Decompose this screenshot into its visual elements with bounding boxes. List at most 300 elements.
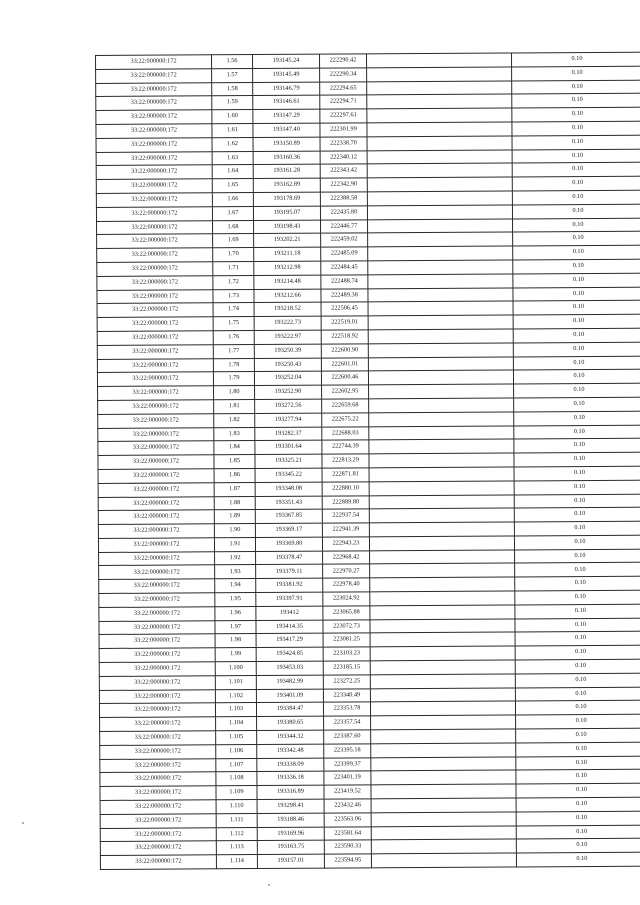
accuracy-cell: 0.10	[512, 121, 640, 136]
x-coordinate-cell: 193150.89	[253, 137, 320, 151]
y-coordinate-cell: 223185.15	[323, 661, 370, 675]
x-coordinate-cell: 193325.21	[255, 454, 322, 468]
accuracy-cell: 0.10	[512, 204, 640, 219]
cadastral-number-cell: 33:22:000000:172	[99, 689, 215, 704]
x-coordinate-cell: 193163.75	[257, 841, 324, 855]
y-coordinate-cell: 222601.01	[321, 357, 368, 371]
accuracy-cell: 0.10	[516, 811, 640, 826]
scan-speck	[268, 884, 270, 886]
y-coordinate-cell: 222488.74	[321, 275, 368, 289]
point-number-cell: 1.101	[215, 675, 256, 689]
point-number-cell: 1.56	[212, 55, 253, 69]
y-coordinate-cell: 222943.23	[322, 537, 369, 551]
empty-cell	[370, 674, 515, 689]
accuracy-cell: 0.10	[514, 425, 640, 440]
y-coordinate-cell: 223081.25	[323, 633, 370, 647]
empty-cell	[368, 315, 513, 330]
point-number-cell: 1.105	[216, 731, 257, 745]
y-coordinate-cell: 222484.45	[321, 261, 368, 275]
x-coordinate-cell: 193301.64	[255, 440, 322, 454]
y-coordinate-cell: 222340.12	[320, 150, 367, 164]
point-number-cell: 1.64	[212, 165, 253, 179]
accuracy-cell: 0.10	[516, 742, 640, 757]
empty-cell	[371, 812, 516, 827]
y-coordinate-cell: 222602.95	[322, 385, 369, 399]
cadastral-number-cell: 33:22:000000:172	[98, 482, 214, 497]
coordinates-table-body	[96, 52, 640, 869]
cadastral-number-cell: 33:22:000000:172	[96, 165, 212, 180]
x-coordinate-cell: 193250.39	[254, 344, 321, 358]
point-number-cell: 1.57	[212, 68, 253, 82]
cadastral-number-cell: 33:22:000000:172	[99, 703, 215, 718]
cadastral-number-cell: 33:22:000000:172	[99, 620, 215, 635]
y-coordinate-cell: 222519.01	[321, 316, 368, 330]
cadastral-number-cell: 33:22:000000:172	[97, 317, 213, 332]
y-coordinate-cell: 223340.49	[323, 688, 370, 702]
y-coordinate-cell: 222871.81	[322, 468, 369, 482]
point-number-cell: 1.72	[213, 275, 254, 289]
empty-cell	[370, 591, 515, 606]
empty-cell	[370, 701, 515, 716]
cadastral-number-cell: 33:22:000000:172	[99, 565, 215, 580]
accuracy-cell: 0.10	[512, 190, 640, 205]
empty-cell	[368, 329, 513, 344]
point-number-cell: 1.73	[213, 289, 254, 303]
x-coordinate-cell: 193351.43	[255, 496, 322, 510]
accuracy-cell: 0.10	[515, 618, 640, 633]
x-coordinate-cell: 193424.85	[256, 647, 323, 661]
y-coordinate-cell: 223353.78	[323, 702, 370, 716]
cadastral-number-cell: 33:22:000000:172	[96, 138, 212, 153]
x-coordinate-cell: 193169.96	[257, 827, 324, 841]
accuracy-cell: 0.10	[512, 80, 640, 95]
cadastral-number-cell: 33:22:000000:172	[97, 303, 213, 318]
accuracy-cell: 0.10	[515, 549, 640, 564]
point-number-cell: 1.93	[215, 565, 256, 579]
y-coordinate-cell: 223387.60	[324, 730, 371, 744]
accuracy-cell: 0.10	[514, 452, 640, 467]
point-number-cell: 1.114	[216, 855, 257, 869]
point-number-cell: 1.74	[213, 303, 254, 317]
cadastral-number-cell: 33:22:000000:172	[100, 745, 216, 760]
cadastral-number-cell: 33:22:000000:172	[100, 800, 216, 815]
empty-cell	[367, 150, 512, 165]
y-coordinate-cell: 223594.95	[324, 854, 371, 868]
y-coordinate-cell: 222675.22	[322, 413, 369, 427]
point-number-cell: 1.65	[212, 179, 253, 193]
cadastral-number-cell: 33:22:000000:172	[99, 648, 215, 663]
point-number-cell: 1.103	[215, 703, 256, 717]
empty-cell	[368, 370, 513, 385]
accuracy-cell: 0.10	[515, 645, 640, 660]
point-number-cell: 1.97	[215, 620, 256, 634]
point-number-cell: 1.104	[216, 717, 257, 731]
point-number-cell: 1.63	[212, 151, 253, 165]
y-coordinate-cell: 222338.70	[320, 137, 367, 151]
cadastral-number-cell: 33:22:000000:172	[99, 551, 215, 566]
cadastral-number-cell: 33:22:000000:172	[100, 855, 216, 870]
point-number-cell: 1.86	[214, 468, 255, 482]
empty-cell	[371, 798, 516, 813]
x-coordinate-cell: 193367.85	[255, 509, 322, 523]
accuracy-cell: 0.10	[515, 673, 640, 688]
cadastral-number-cell: 33:22:000000:172	[99, 676, 215, 691]
x-coordinate-cell: 193146.61	[253, 96, 320, 110]
point-number-cell: 1.71	[213, 261, 254, 275]
empty-cell	[366, 53, 511, 68]
accuracy-cell: 0.10	[513, 232, 640, 247]
empty-cell	[367, 67, 512, 82]
point-number-cell: 1.94	[215, 579, 256, 593]
y-coordinate-cell: 223065.88	[323, 606, 370, 620]
empty-cell	[371, 853, 516, 868]
cadastral-number-cell: 33:22:000000:172	[98, 455, 214, 470]
empty-cell	[370, 550, 515, 565]
empty-cell	[371, 826, 516, 841]
accuracy-cell: 0.10	[512, 107, 640, 122]
y-coordinate-cell: 222889.80	[322, 495, 369, 509]
accuracy-cell: 0.10	[511, 52, 640, 67]
x-coordinate-cell: 193272.56	[255, 399, 322, 413]
y-coordinate-cell: 222506.45	[321, 302, 368, 316]
accuracy-cell: 0.10	[516, 852, 640, 867]
empty-cell	[369, 536, 514, 551]
x-coordinate-cell: 193401.09	[256, 689, 323, 703]
point-number-cell: 1.107	[216, 758, 257, 772]
empty-cell	[369, 494, 514, 509]
accuracy-cell: 0.10	[513, 342, 640, 357]
point-number-cell: 1.80	[214, 386, 255, 400]
accuracy-cell: 0.10	[514, 521, 640, 536]
x-coordinate-cell: 193453.03	[256, 661, 323, 675]
empty-cell	[368, 219, 513, 234]
x-coordinate-cell: 193250.43	[254, 358, 321, 372]
point-number-cell: 1.110	[216, 800, 257, 814]
cadastral-number-cell: 33:22:000000:172	[100, 717, 216, 732]
y-coordinate-cell: 223563.06	[324, 813, 371, 827]
empty-cell	[369, 425, 514, 440]
y-coordinate-cell: 223395.18	[324, 744, 371, 758]
point-number-cell: 1.88	[214, 496, 255, 510]
accuracy-cell: 0.10	[516, 714, 640, 729]
x-coordinate-cell: 193316.89	[257, 785, 324, 799]
point-number-cell: 1.82	[214, 413, 255, 427]
accuracy-cell: 0.10	[513, 356, 640, 371]
empty-cell	[371, 715, 516, 730]
empty-cell	[369, 522, 514, 537]
y-coordinate-cell: 222518.92	[321, 330, 368, 344]
cadastral-number-cell: 33:22:000000:172	[97, 289, 213, 304]
empty-cell	[368, 274, 513, 289]
cadastral-number-cell: 33:22:000000:172	[100, 841, 216, 856]
empty-cell	[370, 577, 515, 592]
cadastral-number-cell: 33:22:000000:172	[96, 179, 212, 194]
cadastral-number-cell: 33:22:000000:172	[96, 151, 212, 166]
empty-cell	[369, 398, 514, 413]
accuracy-cell: 0.10	[512, 66, 640, 81]
x-coordinate-cell: 193417.29	[256, 634, 323, 648]
y-coordinate-cell: 222744.39	[322, 440, 369, 454]
cadastral-number-cell: 33:22:000000:172	[100, 758, 216, 773]
empty-cell	[368, 246, 513, 261]
x-coordinate-cell: 193178.69	[253, 192, 320, 206]
empty-cell	[371, 770, 516, 785]
accuracy-cell: 0.10	[516, 770, 640, 785]
empty-cell	[367, 136, 512, 151]
accuracy-cell: 0.10	[516, 728, 640, 743]
accuracy-cell: 0.10	[513, 300, 640, 315]
y-coordinate-cell: 222970.27	[323, 564, 370, 578]
empty-cell	[371, 784, 516, 799]
y-coordinate-cell: 222489.38	[321, 288, 368, 302]
empty-cell	[369, 412, 514, 427]
y-coordinate-cell: 222435.80	[320, 206, 367, 220]
y-coordinate-cell: 222297.61	[320, 109, 367, 123]
empty-cell	[367, 122, 512, 137]
accuracy-cell: 0.10	[514, 411, 640, 426]
point-number-cell: 1.111	[216, 813, 257, 827]
x-coordinate-cell: 193160.36	[253, 151, 320, 165]
x-coordinate-cell: 193161.28	[253, 165, 320, 179]
empty-cell	[370, 605, 515, 620]
y-coordinate-cell: 222290.42	[319, 54, 366, 68]
cadastral-number-cell: 33:22:000000:172	[98, 496, 214, 511]
x-coordinate-cell: 193336.18	[257, 772, 324, 786]
y-coordinate-cell: 223581.64	[324, 826, 371, 840]
x-coordinate-cell: 193414.35	[256, 620, 323, 634]
y-coordinate-cell: 222688.03	[322, 426, 369, 440]
accuracy-cell: 0.10	[514, 466, 640, 481]
accuracy-cell: 0.10	[516, 756, 640, 771]
point-number-cell: 1.69	[213, 234, 254, 248]
point-number-cell: 1.95	[215, 593, 256, 607]
empty-cell	[367, 94, 512, 109]
x-coordinate-cell: 193222.73	[254, 316, 321, 330]
point-number-cell: 1.75	[213, 317, 254, 331]
x-coordinate-cell: 193212.66	[254, 289, 321, 303]
cadastral-number-cell: 33:22:000000:172	[100, 786, 216, 801]
cadastral-number-cell: 33:22:000000:172	[98, 538, 214, 553]
cadastral-number-cell: 33:22:000000:172	[98, 427, 214, 442]
empty-cell	[369, 453, 514, 468]
empty-cell	[369, 439, 514, 454]
y-coordinate-cell: 222459.02	[321, 233, 368, 247]
x-coordinate-cell: 193298.41	[257, 799, 324, 813]
point-number-cell: 1.60	[212, 110, 253, 124]
cadastral-number-cell: 33:22:000000:172	[96, 82, 212, 97]
accuracy-cell: 0.10	[516, 783, 640, 798]
x-coordinate-cell: 193381.92	[256, 578, 323, 592]
accuracy-cell: 0.10	[512, 163, 640, 178]
x-coordinate-cell: 193211.18	[254, 247, 321, 261]
point-number-cell: 1.76	[213, 330, 254, 344]
cadastral-number-cell: 33:22:000000:172	[97, 262, 213, 277]
cadastral-number-cell: 33:22:000000:172	[96, 193, 212, 208]
cadastral-number-cell: 33:22:000000:172	[96, 55, 212, 70]
empty-cell	[368, 287, 513, 302]
empty-cell	[371, 839, 516, 854]
point-number-cell: 1.96	[215, 606, 256, 620]
empty-cell	[368, 260, 513, 275]
y-coordinate-cell: 223432.46	[324, 799, 371, 813]
point-number-cell: 1.98	[215, 634, 256, 648]
accuracy-cell: 0.10	[515, 576, 640, 591]
cadastral-number-cell: 33:22:000000:172	[96, 124, 212, 139]
y-coordinate-cell: 222290.34	[320, 68, 367, 82]
x-coordinate-cell: 193145.24	[253, 54, 320, 68]
x-coordinate-cell: 193344.32	[257, 730, 324, 744]
empty-cell	[367, 163, 512, 178]
x-coordinate-cell: 193252.90	[255, 385, 322, 399]
empty-cell	[368, 343, 513, 358]
accuracy-cell: 0.10	[516, 825, 640, 840]
cadastral-number-cell: 33:22:000000:172	[98, 400, 214, 415]
accuracy-cell: 0.10	[515, 604, 640, 619]
empty-cell	[371, 743, 516, 758]
accuracy-cell: 0.10	[515, 632, 640, 647]
cadastral-number-cell: 33:22:000000:172	[97, 220, 213, 235]
y-coordinate-cell: 223357.54	[324, 716, 371, 730]
y-coordinate-cell: 222485.09	[321, 247, 368, 261]
cadastral-number-cell: 33:22:000000:172	[96, 207, 212, 222]
empty-cell	[368, 356, 513, 371]
point-number-cell: 1.62	[212, 137, 253, 151]
point-number-cell: 1.67	[212, 206, 253, 220]
cadastral-number-cell: 33:22:000000:172	[99, 607, 215, 622]
x-coordinate-cell: 193212.98	[254, 261, 321, 275]
cadastral-number-cell: 33:22:000000:172	[96, 69, 212, 84]
y-coordinate-cell: 223401.19	[324, 771, 371, 785]
x-coordinate-cell: 193380.65	[257, 716, 324, 730]
y-coordinate-cell: 222941.39	[322, 523, 369, 537]
x-coordinate-cell: 193369.17	[255, 523, 322, 537]
empty-cell	[367, 108, 512, 123]
cadastral-number-cell: 33:22:000000:172	[97, 372, 213, 387]
accuracy-cell: 0.10	[514, 397, 640, 412]
point-number-cell: 1.90	[214, 524, 255, 538]
empty-cell	[369, 481, 514, 496]
cadastral-number-cell: 33:22:000000:172	[97, 345, 213, 360]
y-coordinate-cell: 223103.23	[323, 647, 370, 661]
point-number-cell: 1.78	[213, 358, 254, 372]
point-number-cell: 1.91	[214, 537, 255, 551]
y-coordinate-cell: 222294.65	[320, 81, 367, 95]
cadastral-number-cell: 33:22:000000:172	[97, 331, 213, 346]
table-row	[100, 852, 640, 869]
empty-cell	[368, 232, 513, 247]
accuracy-cell: 0.10	[512, 149, 640, 164]
empty-cell	[367, 177, 512, 192]
accuracy-cell: 0.10	[514, 480, 640, 495]
x-coordinate-cell: 193252.04	[254, 371, 321, 385]
x-coordinate-cell: 193277.94	[255, 413, 322, 427]
y-coordinate-cell: 222388.58	[320, 192, 367, 206]
x-coordinate-cell: 193214.48	[254, 275, 321, 289]
x-coordinate-cell: 193188.46	[257, 813, 324, 827]
cadastral-number-cell: 33:22:000000:172	[98, 414, 214, 429]
point-number-cell: 1.58	[212, 82, 253, 96]
accuracy-cell: 0.10	[515, 687, 640, 702]
x-coordinate-cell: 193378.47	[256, 551, 323, 565]
accuracy-cell: 0.10	[513, 314, 640, 329]
scan-speck	[22, 822, 24, 824]
point-number-cell: 1.89	[214, 510, 255, 524]
accuracy-cell: 0.10	[515, 701, 640, 716]
x-coordinate-cell: 193369.80	[255, 537, 322, 551]
accuracy-cell: 0.10	[513, 245, 640, 260]
y-coordinate-cell: 222968.42	[323, 551, 370, 565]
accuracy-cell: 0.10	[512, 135, 640, 150]
x-coordinate-cell: 193348.08	[255, 482, 322, 496]
cadastral-number-cell: 33:22:000000:172	[100, 814, 216, 829]
y-coordinate-cell: 222880.10	[322, 482, 369, 496]
x-coordinate-cell: 193345.22	[255, 468, 322, 482]
y-coordinate-cell: 222937.54	[322, 509, 369, 523]
y-coordinate-cell: 223024.92	[323, 592, 370, 606]
x-coordinate-cell: 193157.01	[257, 854, 324, 868]
cadastral-number-cell: 33:22:000000:172	[98, 524, 214, 539]
y-coordinate-cell: 222342.90	[320, 178, 367, 192]
cadastral-number-cell: 33:22:000000:172	[96, 110, 212, 125]
cadastral-number-cell: 33:22:000000:172	[97, 234, 213, 249]
x-coordinate-cell: 193379.11	[256, 565, 323, 579]
point-number-cell: 1.99	[215, 648, 256, 662]
x-coordinate-cell: 193482.99	[256, 675, 323, 689]
accuracy-cell: 0.10	[515, 590, 640, 605]
x-coordinate-cell: 193146.79	[253, 82, 320, 96]
empty-cell	[368, 301, 513, 316]
point-number-cell: 1.79	[213, 372, 254, 386]
empty-cell	[370, 660, 515, 675]
x-coordinate-cell: 193195.07	[253, 206, 320, 220]
cadastral-number-cell: 33:22:000000:172	[99, 593, 215, 608]
cadastral-number-cell: 33:22:000000:172	[100, 827, 216, 842]
point-number-cell: 1.106	[216, 744, 257, 758]
accuracy-cell: 0.10	[513, 218, 640, 233]
empty-cell	[370, 688, 515, 703]
point-number-cell: 1.108	[216, 772, 257, 786]
accuracy-cell: 0.10	[513, 369, 640, 384]
empty-cell	[369, 467, 514, 482]
y-coordinate-cell: 222294.71	[320, 95, 367, 109]
empty-cell	[370, 563, 515, 578]
cadastral-number-cell: 33:22:000000:172	[98, 510, 214, 525]
point-number-cell: 1.113	[216, 841, 257, 855]
empty-cell	[367, 81, 512, 96]
empty-cell	[367, 191, 512, 206]
cadastral-number-cell: 33:22:000000:172	[97, 248, 213, 263]
point-number-cell: 1.66	[212, 193, 253, 207]
cadastral-number-cell: 33:22:000000:172	[98, 441, 214, 456]
cadastral-number-cell: 33:22:000000:172	[100, 731, 216, 746]
x-coordinate-cell: 193384.47	[256, 703, 323, 717]
x-coordinate-cell: 193162.89	[253, 178, 320, 192]
x-coordinate-cell: 193338.09	[257, 758, 324, 772]
empty-cell	[370, 619, 515, 634]
accuracy-cell: 0.10	[514, 507, 640, 522]
x-coordinate-cell: 193222.97	[254, 330, 321, 344]
point-number-cell: 1.87	[214, 482, 255, 496]
point-number-cell: 1.102	[215, 689, 256, 703]
point-number-cell: 1.92	[215, 551, 256, 565]
empty-cell	[370, 646, 515, 661]
x-coordinate-cell: 193145.49	[253, 68, 320, 82]
y-coordinate-cell: 222446.77	[321, 219, 368, 233]
accuracy-cell: 0.10	[514, 494, 640, 509]
cadastral-number-cell: 33:22:000000:172	[97, 276, 213, 291]
accuracy-cell: 0.10	[516, 839, 640, 854]
cadastral-number-cell: 33:22:000000:172	[97, 358, 213, 373]
